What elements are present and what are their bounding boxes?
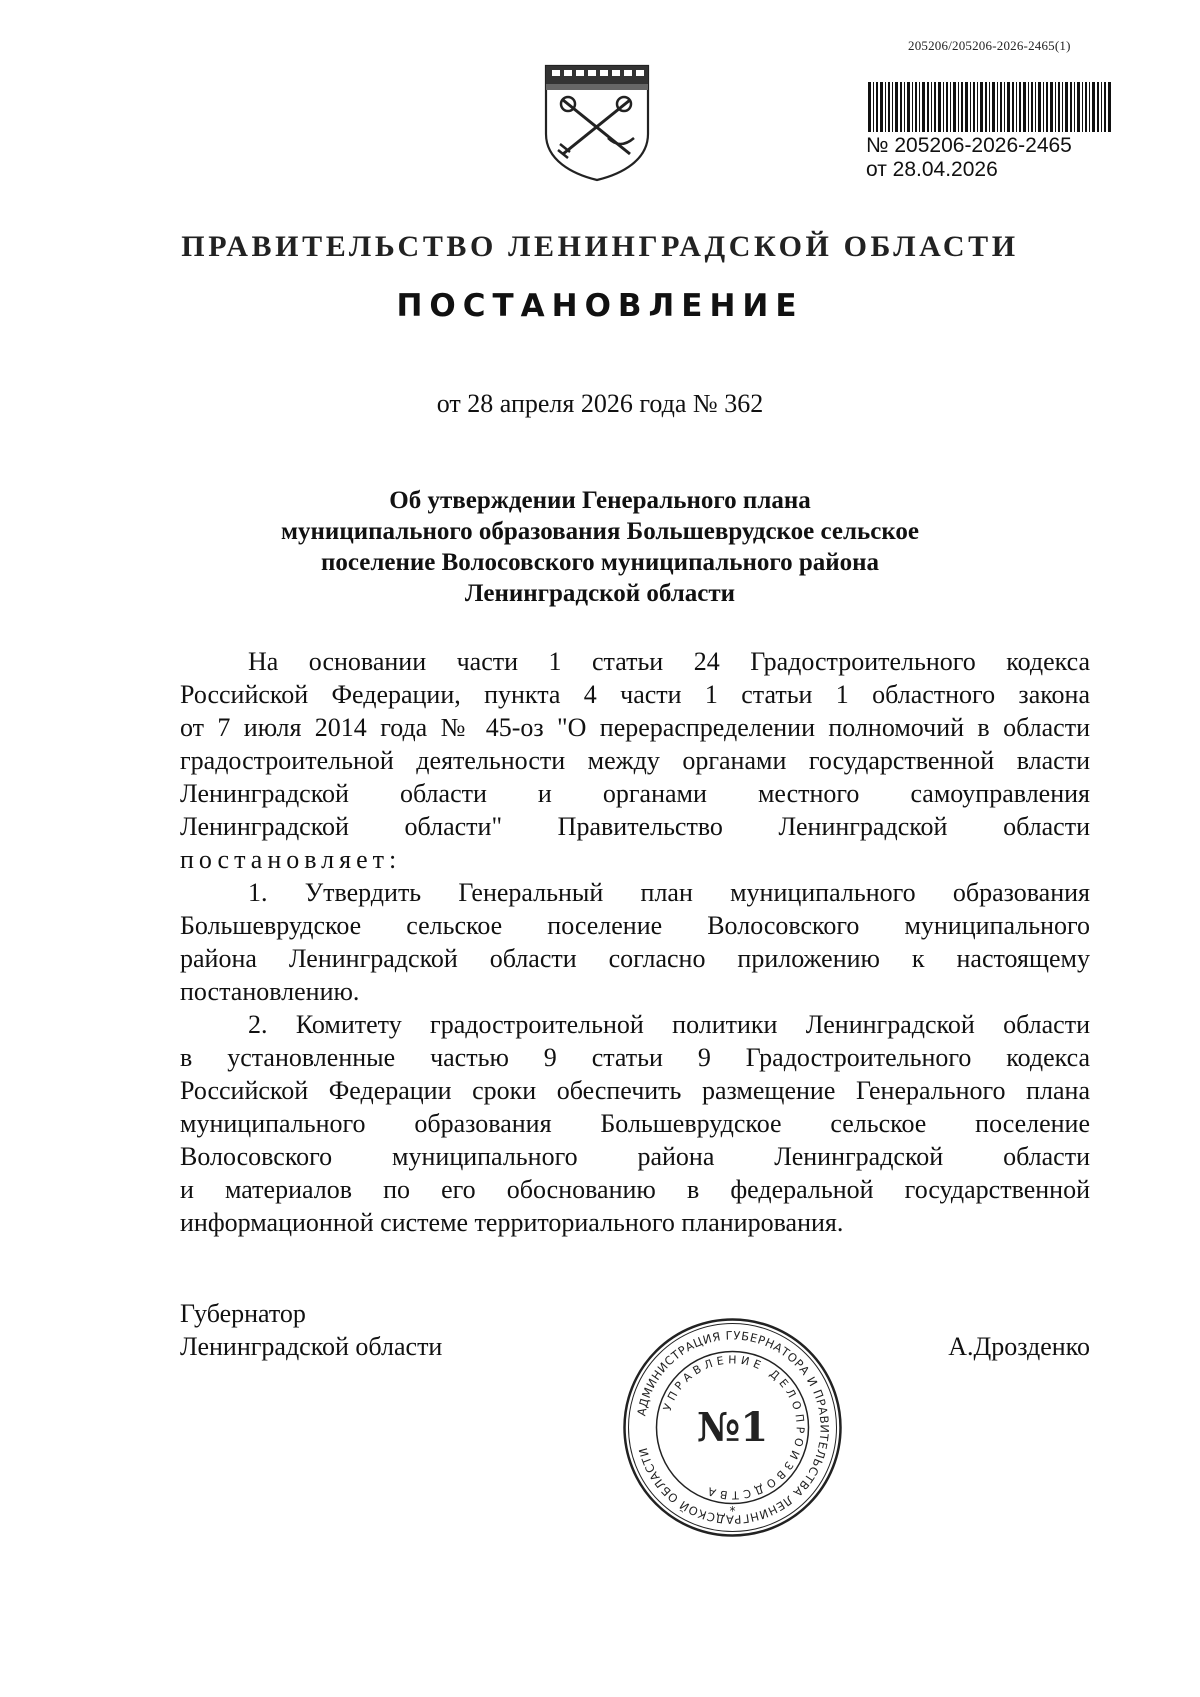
document-heading [200,485,1000,609]
heading-line: Об утверждении Генерального плана [389,487,811,514]
item2-line: 2. Комитету градостроительной политики Ленинградской области [248,1010,1090,1039]
item1-line: района Ленинградской области согласно приложению к настоящему [180,944,1090,973]
item2-line: муниципального образования Большеврудское сельское поселение [180,1109,1090,1138]
preamble-line: На основании части 1 статьи 24 Градостроительного кодекса [248,647,1090,676]
heading-line: муниципального образования Большеврудское сельское [281,518,919,545]
signer-position [180,1297,442,1363]
item1-line: постановлению. [180,977,360,1006]
preamble-line: Ленинградской области и органами местного самоуправления [180,779,1090,808]
registration-block [866,134,1072,182]
item1-line: 1. Утвердить Генеральный план муниципального образования [248,878,1090,907]
item2-line: Российской Федерации сроки обеспечить размещение Генерального плана [180,1076,1090,1105]
government-title: ПРАВИТЕЛЬСТВО ЛЕНИНГРАДСКОЙ ОБЛАСТИ [181,230,1019,263]
preamble-line: Ленинградской области" Правительство Ленинградской области [180,812,1090,841]
heading-line: Ленинградской области [464,580,736,607]
preamble-line: от 7 июля 2014 года № 45-оз "О перераспределении полномочий в области [180,713,1090,742]
coat-of-arms-icon [538,52,656,182]
stamp-outer-text: АДМИНИСТРАЦИЯ ГУБЕРНАТОРА И ПРАВИТЕЛЬСТВА ЛЕНИНГРАДСКОЙ ОБЛАСТИ [634,1328,832,1527]
document-body [180,645,1090,1239]
preamble-line: Российской Федерации, пункта 4 части 1 статьи 1 областного закона [180,680,1090,709]
registration-date: от 28.04.2026 [866,158,998,181]
document-type: ПОСТАНОВЛЕНИЕ [396,288,804,324]
item2-line: и материалов по его обоснованию в федеральной государственной [180,1175,1090,1204]
official-stamp-icon [620,1315,845,1540]
signer-position-line: Ленинградской области [180,1332,443,1361]
item1-line: Большеврудское сельское поселение Волосовского муниципального [180,911,1090,940]
stamp-inner-text: УПРАВЛЕНИЕ ДЕЛОПРОИЗВОДСТВА [660,1353,807,1502]
document-code: 205206/205206-2026-2465(1) [908,38,1071,53]
svg-text:*: * [729,1504,736,1518]
barcode-icon [868,82,1113,132]
signer-position-line: Губернатор [180,1299,306,1328]
stamp-center-text: №1 [696,1404,769,1451]
registration-number: № 205206-2026-2465 [866,134,1072,157]
decree-word: постановляет: [180,845,402,874]
item2-line: информационной системе территориального планирования. [180,1208,844,1237]
signer-name: А.Дрозденко [948,1332,1090,1361]
item2-line: в установленные частью 9 статьи 9 Градостроительного кодекса [180,1043,1090,1072]
item2-line: Волосовского муниципального района Ленинградской области [180,1142,1090,1171]
heading-line: поселение Волосовского муниципального района [320,549,880,576]
document-date-number: от 28 апреля 2026 года № 362 [436,389,764,418]
preamble-line: градостроительной деятельности между органами государственной власти [180,746,1090,775]
